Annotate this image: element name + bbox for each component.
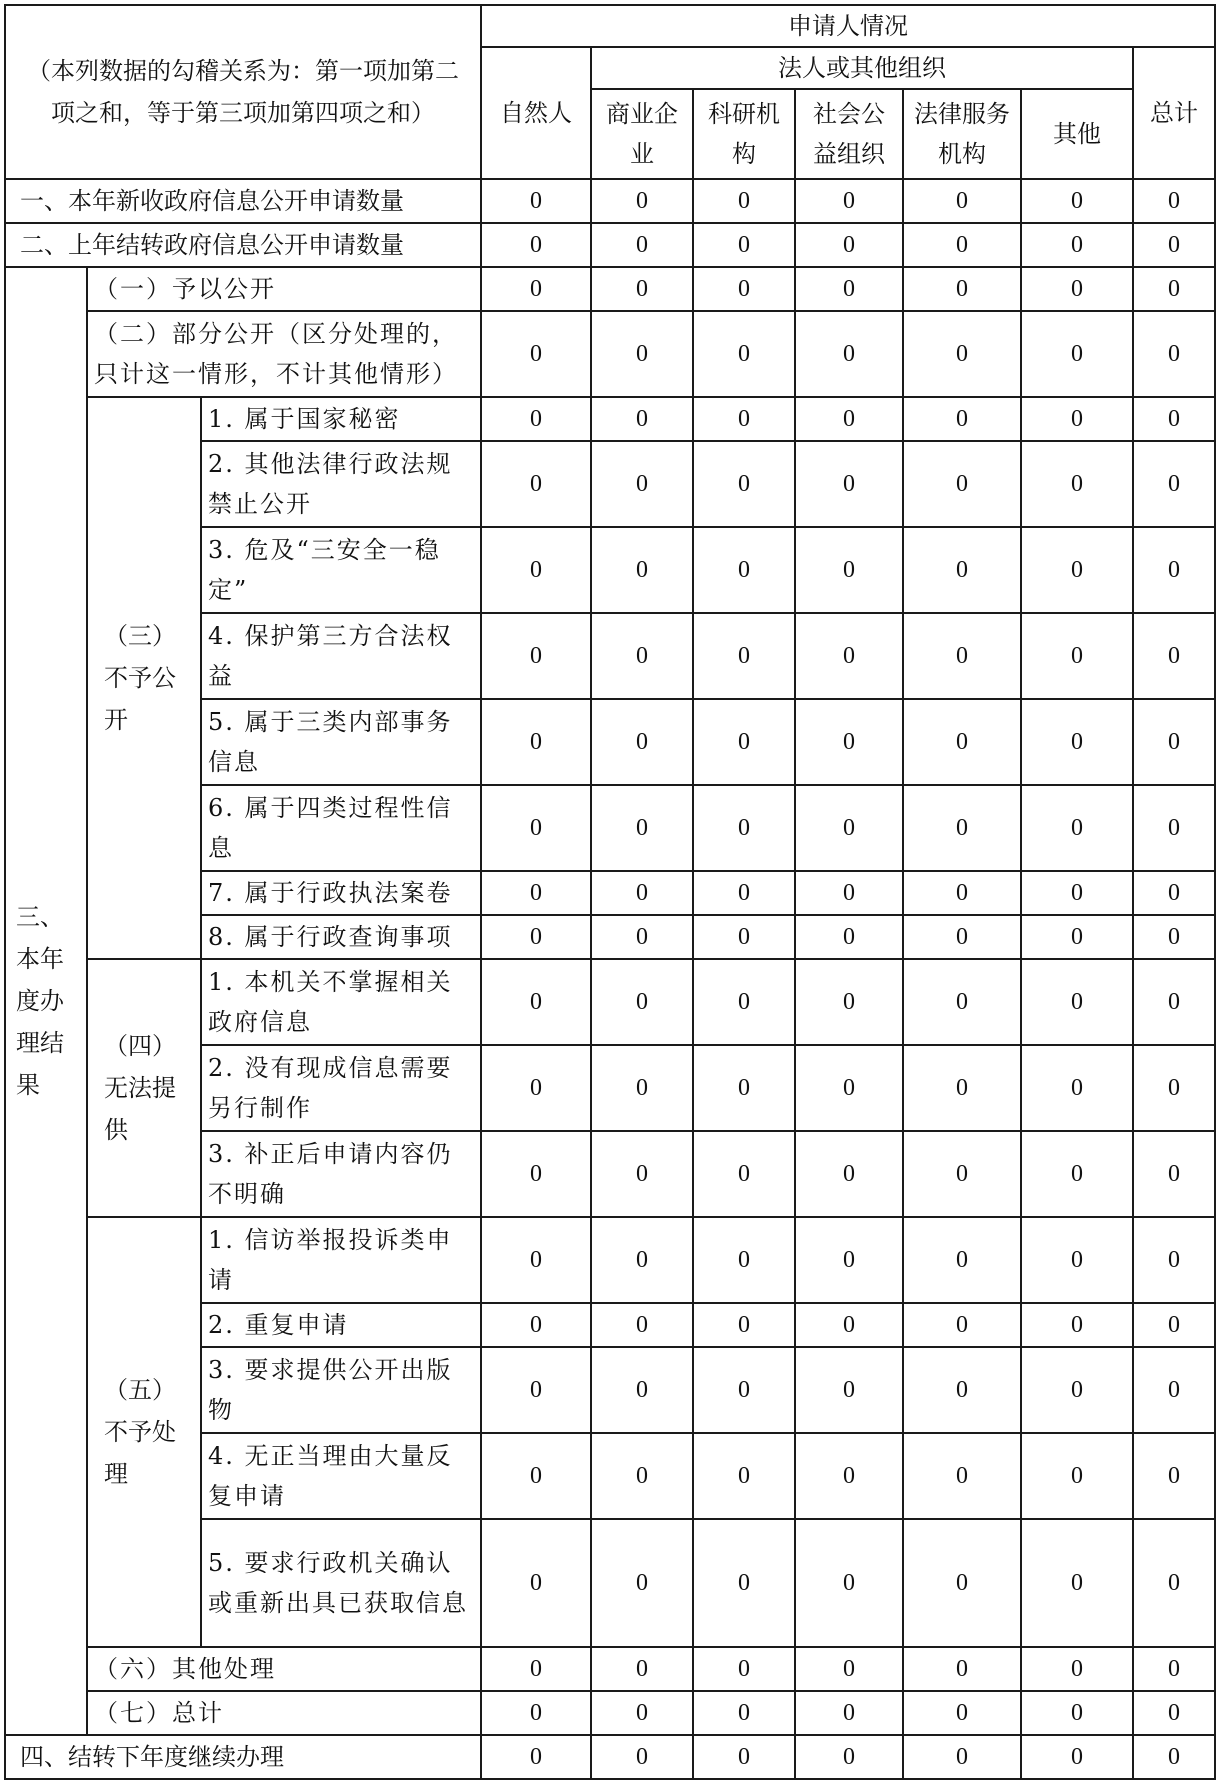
value-cell: 0 [1133, 1347, 1215, 1433]
value-cell: 0 [481, 527, 591, 613]
value-cell: 0 [1133, 699, 1215, 785]
value-cell: 0 [591, 1045, 693, 1131]
value-cell: 0 [903, 1131, 1021, 1217]
value-cell: 0 [795, 915, 903, 959]
value-cell: 0 [693, 1691, 795, 1735]
value-cell: 0 [481, 785, 591, 871]
value-cell: 0 [481, 1519, 591, 1647]
row-label: 四、结转下年度继续办理 [5, 1735, 481, 1779]
value-cell: 0 [693, 397, 795, 441]
value-cell: 0 [1021, 871, 1133, 915]
table-row [5, 267, 1215, 311]
value-cell: 0 [1021, 915, 1133, 959]
value-cell: 0 [481, 1735, 591, 1779]
value-cell: 0 [795, 1347, 903, 1433]
value-cell: 0 [1133, 613, 1215, 699]
value-cell: 0 [795, 397, 903, 441]
value-cell: 0 [795, 1735, 903, 1779]
value-cell: 0 [795, 871, 903, 915]
value-cell: 0 [903, 1519, 1021, 1647]
value-cell: 0 [1133, 1045, 1215, 1131]
gov-info-disclosure-table-page [4, 4, 1214, 1776]
value-cell: 0 [481, 1303, 591, 1347]
value-cell: 0 [795, 1519, 903, 1647]
row-label: 8. 属于行政查询事项 [201, 915, 481, 959]
value-cell: 0 [481, 1647, 591, 1691]
value-cell: 0 [903, 915, 1021, 959]
value-cell: 0 [1133, 785, 1215, 871]
row-label: 2. 没有现成信息需要另行制作 [201, 1045, 481, 1131]
value-cell: 0 [591, 1519, 693, 1647]
value-cell: 0 [481, 441, 591, 527]
value-cell: 0 [481, 699, 591, 785]
row-label: （七）总计 [87, 1691, 481, 1735]
value-cell: 0 [591, 1347, 693, 1433]
value-cell: 0 [481, 1131, 591, 1217]
value-cell: 0 [1021, 1131, 1133, 1217]
business-header: 商业企业 [591, 89, 693, 179]
value-cell: 0 [903, 1433, 1021, 1519]
value-cell: 0 [481, 959, 591, 1045]
value-cell: 0 [693, 267, 795, 311]
table-row [5, 223, 1215, 267]
value-cell: 0 [481, 179, 591, 223]
value-cell: 0 [903, 441, 1021, 527]
row-label: 5. 属于三类内部事务信息 [201, 699, 481, 785]
table-row [5, 179, 1215, 223]
row-label: 3. 要求提供公开出版物 [201, 1347, 481, 1433]
value-cell: 0 [591, 179, 693, 223]
table-row [5, 1735, 1215, 1779]
value-cell: 0 [903, 1735, 1021, 1779]
value-cell: 0 [481, 1433, 591, 1519]
value-cell: 0 [591, 785, 693, 871]
value-cell: 0 [693, 1647, 795, 1691]
value-cell: 0 [903, 527, 1021, 613]
value-cell: 0 [903, 397, 1021, 441]
row-label: 7. 属于行政执法案卷 [201, 871, 481, 915]
header-row-1 [5, 5, 1215, 47]
value-cell: 0 [795, 1045, 903, 1131]
value-cell: 0 [903, 959, 1021, 1045]
row-label: 2. 重复申请 [201, 1303, 481, 1347]
value-cell: 0 [1133, 959, 1215, 1045]
value-cell: 0 [481, 267, 591, 311]
value-cell: 0 [591, 223, 693, 267]
value-cell: 0 [903, 785, 1021, 871]
value-cell: 0 [795, 1303, 903, 1347]
table-row [5, 311, 1215, 397]
value-cell: 0 [1021, 527, 1133, 613]
value-cell: 0 [693, 441, 795, 527]
category-three-label: （三）不予公开 [87, 397, 201, 959]
row-label: 4. 保护第三方合法权益 [201, 613, 481, 699]
row-label: 一、本年新收政府信息公开申请数量 [5, 179, 481, 223]
public-welfare-header: 社会公益组织 [795, 89, 903, 179]
value-cell: 0 [795, 527, 903, 613]
value-cell: 0 [795, 959, 903, 1045]
value-cell: 0 [795, 1691, 903, 1735]
value-cell: 0 [1133, 1735, 1215, 1779]
value-cell: 0 [1133, 267, 1215, 311]
value-cell: 0 [481, 871, 591, 915]
value-cell: 0 [1021, 785, 1133, 871]
value-cell: 0 [903, 1217, 1021, 1303]
value-cell: 0 [591, 915, 693, 959]
value-cell: 0 [1021, 1217, 1133, 1303]
value-cell: 0 [795, 267, 903, 311]
value-cell: 0 [903, 1045, 1021, 1131]
value-cell: 0 [1133, 1217, 1215, 1303]
value-cell: 0 [693, 871, 795, 915]
value-cell: 0 [903, 267, 1021, 311]
value-cell: 0 [1133, 1131, 1215, 1217]
row-label: 5. 要求行政机关确认或重新出具已获取信息 [201, 1519, 481, 1647]
value-cell: 0 [795, 785, 903, 871]
value-cell: 0 [481, 223, 591, 267]
value-cell: 0 [1133, 1691, 1215, 1735]
value-cell: 0 [481, 1217, 591, 1303]
value-cell: 0 [693, 785, 795, 871]
value-cell: 0 [903, 311, 1021, 397]
value-cell: 0 [795, 1217, 903, 1303]
value-cell: 0 [1021, 1347, 1133, 1433]
value-cell: 0 [481, 613, 591, 699]
value-cell: 0 [1021, 1647, 1133, 1691]
row-label: （一）予以公开 [87, 267, 481, 311]
value-cell: 0 [1021, 959, 1133, 1045]
value-cell: 0 [1021, 699, 1133, 785]
section-three-label: 三、本年度办理结果 [5, 267, 87, 1735]
row-label: 1. 属于国家秘密 [201, 397, 481, 441]
value-cell: 0 [693, 1347, 795, 1433]
table-row [5, 1691, 1215, 1735]
value-cell: 0 [591, 1735, 693, 1779]
value-cell: 0 [1133, 397, 1215, 441]
value-cell: 0 [591, 959, 693, 1045]
value-cell: 0 [1133, 179, 1215, 223]
value-cell: 0 [1021, 267, 1133, 311]
value-cell: 0 [795, 223, 903, 267]
table-body [5, 5, 1215, 1779]
value-cell: 0 [795, 1647, 903, 1691]
value-cell: 0 [481, 915, 591, 959]
value-cell: 0 [1021, 311, 1133, 397]
table-row [5, 1647, 1215, 1691]
value-cell: 0 [903, 223, 1021, 267]
value-cell: 0 [1021, 613, 1133, 699]
value-cell: 0 [1021, 179, 1133, 223]
value-cell: 0 [1021, 1303, 1133, 1347]
value-cell: 0 [591, 699, 693, 785]
value-cell: 0 [1133, 1519, 1215, 1647]
research-header: 科研机构 [693, 89, 795, 179]
value-cell: 0 [693, 699, 795, 785]
value-cell: 0 [591, 871, 693, 915]
value-cell: 0 [795, 179, 903, 223]
value-cell: 0 [1133, 1303, 1215, 1347]
value-cell: 0 [591, 1647, 693, 1691]
table-row [5, 959, 1215, 1045]
value-cell: 0 [903, 1303, 1021, 1347]
value-cell: 0 [591, 527, 693, 613]
value-cell: 0 [591, 441, 693, 527]
value-cell: 0 [591, 1433, 693, 1519]
value-cell: 0 [795, 1433, 903, 1519]
row-label: 3. 补正后申请内容仍不明确 [201, 1131, 481, 1217]
category-five-label: （五）不予处理 [87, 1217, 201, 1647]
natural-person-header: 自然人 [481, 47, 591, 179]
value-cell: 0 [1021, 397, 1133, 441]
value-cell: 0 [591, 1217, 693, 1303]
row-label: 二、上年结转政府信息公开申请数量 [5, 223, 481, 267]
value-cell: 0 [1021, 441, 1133, 527]
value-cell: 0 [1021, 1735, 1133, 1779]
value-cell: 0 [903, 1691, 1021, 1735]
value-cell: 0 [903, 613, 1021, 699]
value-cell: 0 [591, 1131, 693, 1217]
row-label: （六）其他处理 [87, 1647, 481, 1691]
value-cell: 0 [693, 959, 795, 1045]
value-cell: 0 [693, 179, 795, 223]
value-cell: 0 [1021, 223, 1133, 267]
value-cell: 0 [693, 613, 795, 699]
row-label: 1. 信访举报投诉类申请 [201, 1217, 481, 1303]
value-cell: 0 [1133, 915, 1215, 959]
value-cell: 0 [903, 699, 1021, 785]
value-cell: 0 [693, 1433, 795, 1519]
value-cell: 0 [795, 699, 903, 785]
value-cell: 0 [1021, 1519, 1133, 1647]
value-cell: 0 [795, 613, 903, 699]
value-cell: 0 [1133, 1647, 1215, 1691]
value-cell: 0 [1021, 1691, 1133, 1735]
value-cell: 0 [481, 1347, 591, 1433]
other-header: 其他 [1021, 89, 1133, 179]
value-cell: 0 [591, 311, 693, 397]
value-cell: 0 [693, 1519, 795, 1647]
row-label: 6. 属于四类过程性信息 [201, 785, 481, 871]
value-cell: 0 [693, 1735, 795, 1779]
value-cell: 0 [591, 397, 693, 441]
value-cell: 0 [481, 1691, 591, 1735]
row-label: 1. 本机关不掌握相关政府信息 [201, 959, 481, 1045]
value-cell: 0 [903, 1347, 1021, 1433]
row-label: 3. 危及“三安全一稳定” [201, 527, 481, 613]
legal-service-header: 法律服务机构 [903, 89, 1021, 179]
value-cell: 0 [1133, 527, 1215, 613]
value-cell: 0 [1133, 441, 1215, 527]
value-cell: 0 [1133, 311, 1215, 397]
value-cell: 0 [1133, 871, 1215, 915]
value-cell: 0 [1021, 1433, 1133, 1519]
row-label: （二）部分公开（区分处理的，只计这一情形，不计其他情形） [87, 311, 481, 397]
category-four-label: （四）无法提供 [87, 959, 201, 1217]
total-header: 总计 [1133, 47, 1215, 179]
value-cell: 0 [693, 915, 795, 959]
value-cell: 0 [1021, 1045, 1133, 1131]
value-cell: 0 [591, 1691, 693, 1735]
value-cell: 0 [591, 1303, 693, 1347]
value-cell: 0 [903, 179, 1021, 223]
gov-info-disclosure-table [4, 4, 1216, 1780]
value-cell: 0 [795, 441, 903, 527]
value-cell: 0 [481, 1045, 591, 1131]
value-cell: 0 [591, 613, 693, 699]
table-row [5, 397, 1215, 441]
table-row [5, 1217, 1215, 1303]
value-cell: 0 [693, 223, 795, 267]
value-cell: 0 [903, 1647, 1021, 1691]
value-cell: 0 [1133, 223, 1215, 267]
value-cell: 0 [1133, 1433, 1215, 1519]
value-cell: 0 [693, 1131, 795, 1217]
value-cell: 0 [693, 1217, 795, 1303]
row-label: 4. 无正当理由大量反复申请 [201, 1433, 481, 1519]
applicant-header: 申请人情况 [481, 5, 1215, 47]
value-cell: 0 [903, 871, 1021, 915]
value-cell: 0 [693, 1045, 795, 1131]
value-cell: 0 [693, 1303, 795, 1347]
value-cell: 0 [481, 397, 591, 441]
value-cell: 0 [693, 311, 795, 397]
value-cell: 0 [591, 267, 693, 311]
legal-group-header: 法人或其他组织 [591, 47, 1133, 89]
value-cell: 0 [481, 311, 591, 397]
value-cell: 0 [693, 527, 795, 613]
row-label: 2. 其他法律行政法规禁止公开 [201, 441, 481, 527]
value-cell: 0 [795, 311, 903, 397]
relation-note: （本列数据的勾稽关系为：第一项加第二项之和，等于第三项加第四项之和） [5, 5, 481, 179]
value-cell: 0 [795, 1131, 903, 1217]
